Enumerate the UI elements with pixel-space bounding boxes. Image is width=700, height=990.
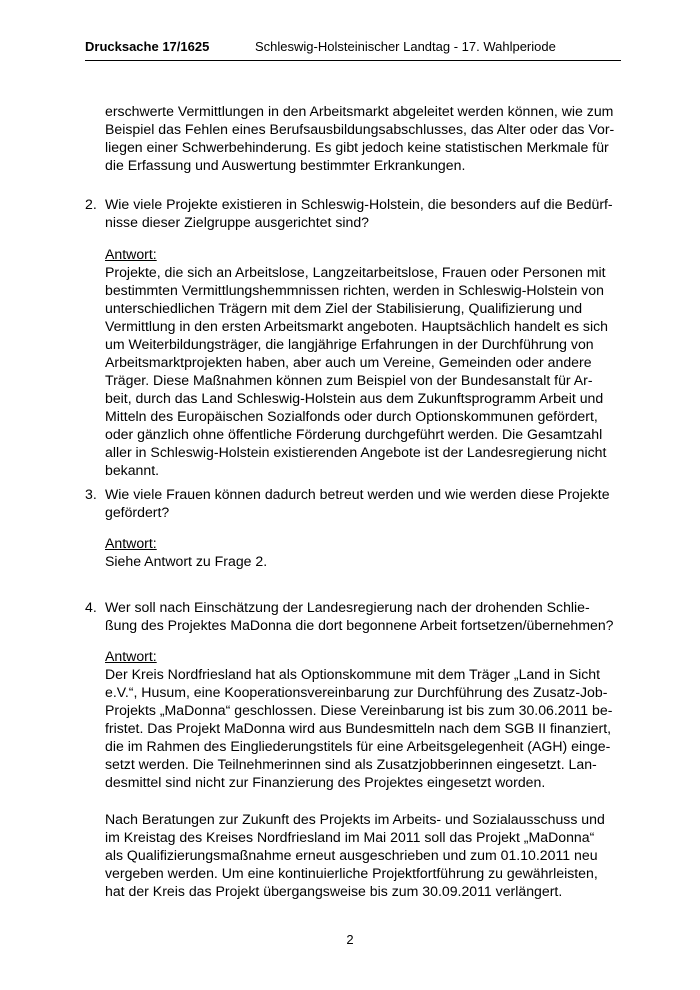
text-line: erschwerte Vermittlungen in den Arbeitsmarkt abgeleitet werden können, wie zum (105, 103, 614, 119)
answer-label: Antwort: (105, 246, 157, 262)
text-line: e.V.“, Husum, eine Kooperationsvereinbarung zur Durchführung des Zusatz-Job- (105, 684, 608, 700)
text-line: Projekts „MaDonna“ geschlossen. Diese Vereinbarung ist bis zum 30.06.2011 be- (105, 702, 613, 718)
text-line: die Erfassung und Auswertung bestimmter Erkrankungen. (105, 157, 466, 173)
text-line: Mitteln des Europäischen Sozialfonds oder durch Optionskommunen gefördert, (105, 408, 598, 424)
text-line: liegen einer Schwerbehinderung. Es gibt jedoch keine statistischen Merkmale für (105, 139, 609, 155)
text-line: oder gänzlich ohne öffentliche Förderung durchgeführt werden. Die Gesamtzahl (105, 426, 603, 442)
header-divider (85, 60, 621, 61)
text-line: unterschiedlichen Trägern mit dem Ziel der Stabilisierung, Qualifizierung und (105, 300, 583, 316)
text-line: Nach Beratungen zur Zukunft des Projekts im Arbeits- und Sozialausschuss und (105, 811, 605, 827)
text-line: als Qualifizierungsmaßnahme erneut ausgeschrieben und zum 01.10.2011 neu (105, 847, 598, 863)
page-number: 2 (346, 932, 354, 947)
text-line: gefördert? (105, 504, 170, 520)
text-line: nisse dieser Zielgruppe ausgerichtet sind? (105, 214, 370, 230)
text-line: Wie viele Frauen können dadurch betreut werden und wie werden diese Projekte (105, 486, 610, 502)
question-number: 4. (85, 599, 97, 615)
text-line: hat der Kreis das Projekt übergangsweise bis zum 30.09.2011 verlängert. (105, 883, 563, 899)
text-line: Wer soll nach Einschätzung der Landesregierung nach der drohenden Schlie- (105, 599, 590, 615)
text-line: Beispiel das Fehlen eines Berufsausbildungsabschlusses, das Alter oder das Vor- (105, 121, 615, 137)
document-title: Schleswig-Holsteinischer Landtag - 17. Wahlperiode (255, 39, 556, 54)
text-line: im Kreistag des Kreises Nordfriesland im Mai 2011 soll das Projekt „MaDonna“ (105, 829, 595, 845)
question-number: 3. (85, 486, 97, 502)
text-line: Träger. Diese Maßnahmen können zum Beispiel von der Bundesanstalt für Ar- (105, 372, 593, 388)
text-line: Arbeitsmarktprojekten haben, aber auch um Vereine, Gemeinden oder andere (105, 354, 592, 370)
answer-label: Antwort: (105, 648, 157, 664)
text-line: aller in Schleswig-Holstein existierenden Angebote ist der Landesregierung nicht (105, 444, 607, 460)
page-header (85, 39, 621, 59)
text-line: bestimmten Vermittlungshemmnissen richten, werden in Schleswig-Holstein von (105, 282, 604, 298)
text-line: Siehe Antwort zu Frage 2. (105, 553, 268, 569)
text-line: fristet. Das Projekt MaDonna wird aus Bundesmitteln nach dem SGB II finanziert, (105, 720, 612, 736)
text-line: Der Kreis Nordfriesland hat als Optionskommune mit dem Träger „Land in Sicht (105, 666, 601, 682)
text-line: setzt werden. Die Teilnehmerinnen sind als Zusatzjobberinnen eingesetzt. Lan- (105, 756, 597, 772)
text-line: beit, durch das Land Schleswig-Holstein aus dem Zukunftsprogramm Arbeit und (105, 390, 604, 406)
text-line: bekannt. (105, 462, 160, 478)
text-line: vergeben werden. Um eine kontinuierliche Projektfortführung zu gewährleisten, (105, 865, 598, 881)
text-line: Wie viele Projekte existieren in Schleswig-Holstein, die besonders auf die Bedürf- (105, 196, 613, 212)
document-number: Drucksache 17/1625 (85, 39, 210, 54)
text-line: ßung des Projektes MaDonna die dort begonnene Arbeit fortsetzen/übernehmen? (105, 617, 614, 633)
question-number: 2. (85, 196, 97, 212)
text-line: Projekte, die sich an Arbeitslose, Langzeitarbeitslose, Frauen oder Personen mit (105, 264, 606, 280)
text-line: Vermittlung in den ersten Arbeitsmarkt angeboten. Hauptsächlich handelt es sich (105, 318, 608, 334)
text-line: die im Rahmen des Eingliederungstitels für eine Arbeitsgelegenheit (AGH) einge- (105, 738, 611, 754)
text-line: desmittel sind nicht zur Finanzierung des Projektes eingesetzt worden. (105, 774, 546, 790)
answer-label: Antwort: (105, 535, 157, 551)
text-line: um Weiterbildungsträger, die langjährige Erfahrungen in der Durchführung von (105, 336, 594, 352)
